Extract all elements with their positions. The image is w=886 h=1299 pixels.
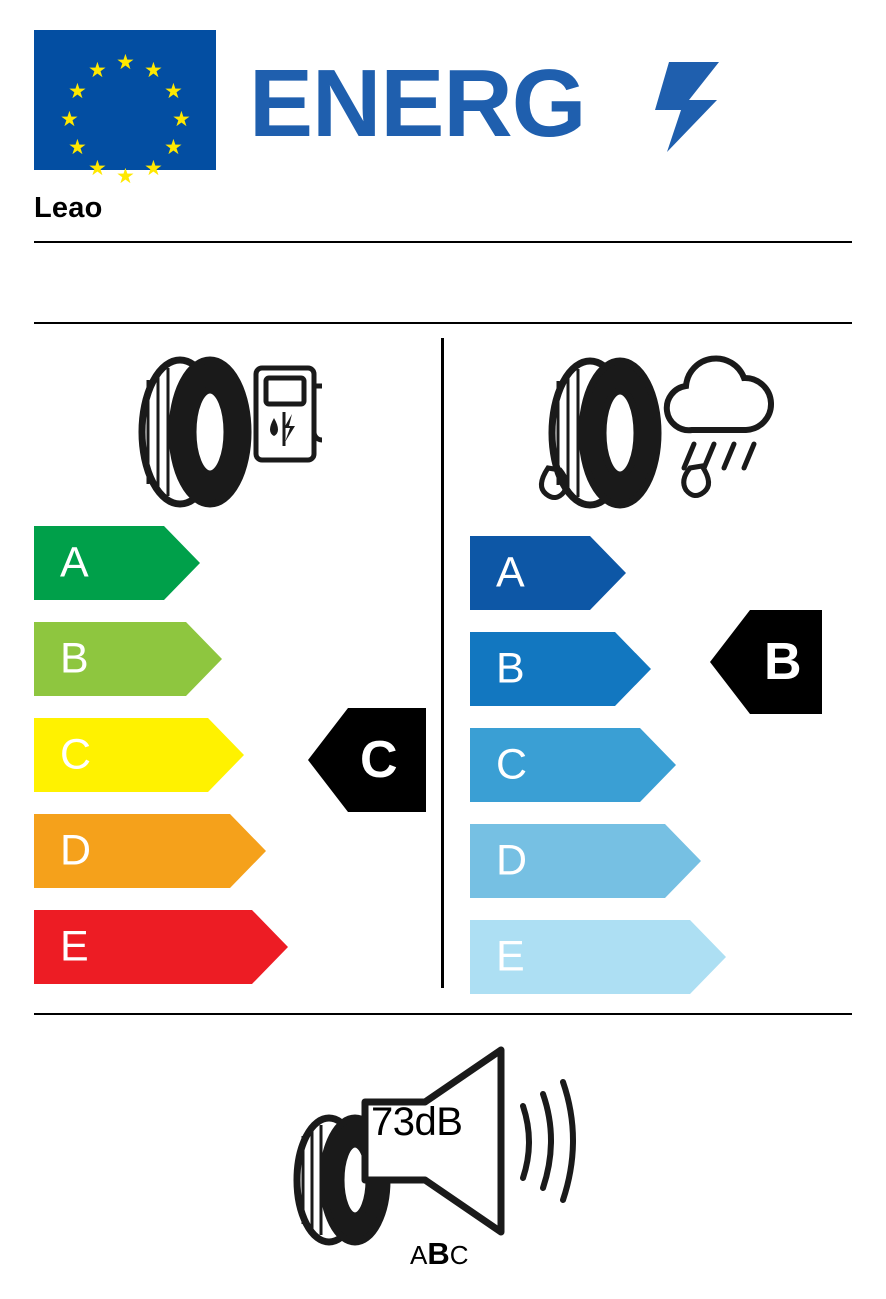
wet-rating-marker	[710, 610, 822, 714]
fuel-class-c	[34, 718, 244, 792]
divider-vertical	[441, 338, 444, 988]
wet-class-d	[470, 824, 701, 898]
energy-wordmark	[249, 62, 749, 152]
fuel-class-b	[34, 622, 222, 696]
noise-class-a: A	[410, 1240, 428, 1270]
noise-value: 73dB	[371, 1100, 463, 1144]
wet-class-letter: D	[496, 836, 528, 885]
noise-class-b: B	[427, 1236, 450, 1271]
fuel-class-letter: A	[60, 538, 89, 587]
fuel-rating-marker	[308, 708, 426, 812]
divider-top	[34, 322, 852, 324]
label-header	[34, 30, 852, 188]
fuel-class-letter: D	[60, 826, 92, 875]
fuel-class-d	[34, 814, 266, 888]
wet-class-letter: A	[496, 548, 525, 597]
divider-brand	[34, 241, 852, 243]
wet-rating-letter: B	[764, 633, 802, 691]
fuel-class-e	[34, 910, 288, 984]
wet-class-letter: B	[496, 644, 525, 693]
wet-class-c	[470, 728, 676, 802]
noise-class-c: C	[449, 1240, 469, 1270]
wet-class-e	[470, 920, 726, 994]
tyre-fuel-pump-icon	[122, 350, 322, 520]
wet-class-a	[470, 536, 626, 610]
divider-bottom	[34, 1013, 852, 1015]
wet-class-letter: C	[496, 740, 528, 789]
eu-flag-icon: ★ ★ ★ ★ ★ ★ ★ ★ ★ ★ ★ ★	[34, 30, 216, 170]
tyre-rain-cloud-icon	[528, 348, 788, 528]
wet-class-b	[470, 632, 651, 706]
wet-class-letter: E	[496, 932, 525, 981]
noise-class-scale	[410, 1236, 469, 1272]
brand-name: Leao	[34, 192, 103, 224]
noise-section	[285, 1040, 605, 1270]
fuel-class-a	[34, 526, 200, 600]
lightning-bolt-icon	[655, 62, 719, 152]
energy-wordmark-text: ENERG	[249, 62, 586, 152]
fuel-rating-letter: C	[360, 731, 398, 789]
fuel-class-letter: E	[60, 922, 89, 971]
fuel-class-letter: B	[60, 634, 89, 683]
fuel-class-letter: C	[60, 730, 92, 779]
